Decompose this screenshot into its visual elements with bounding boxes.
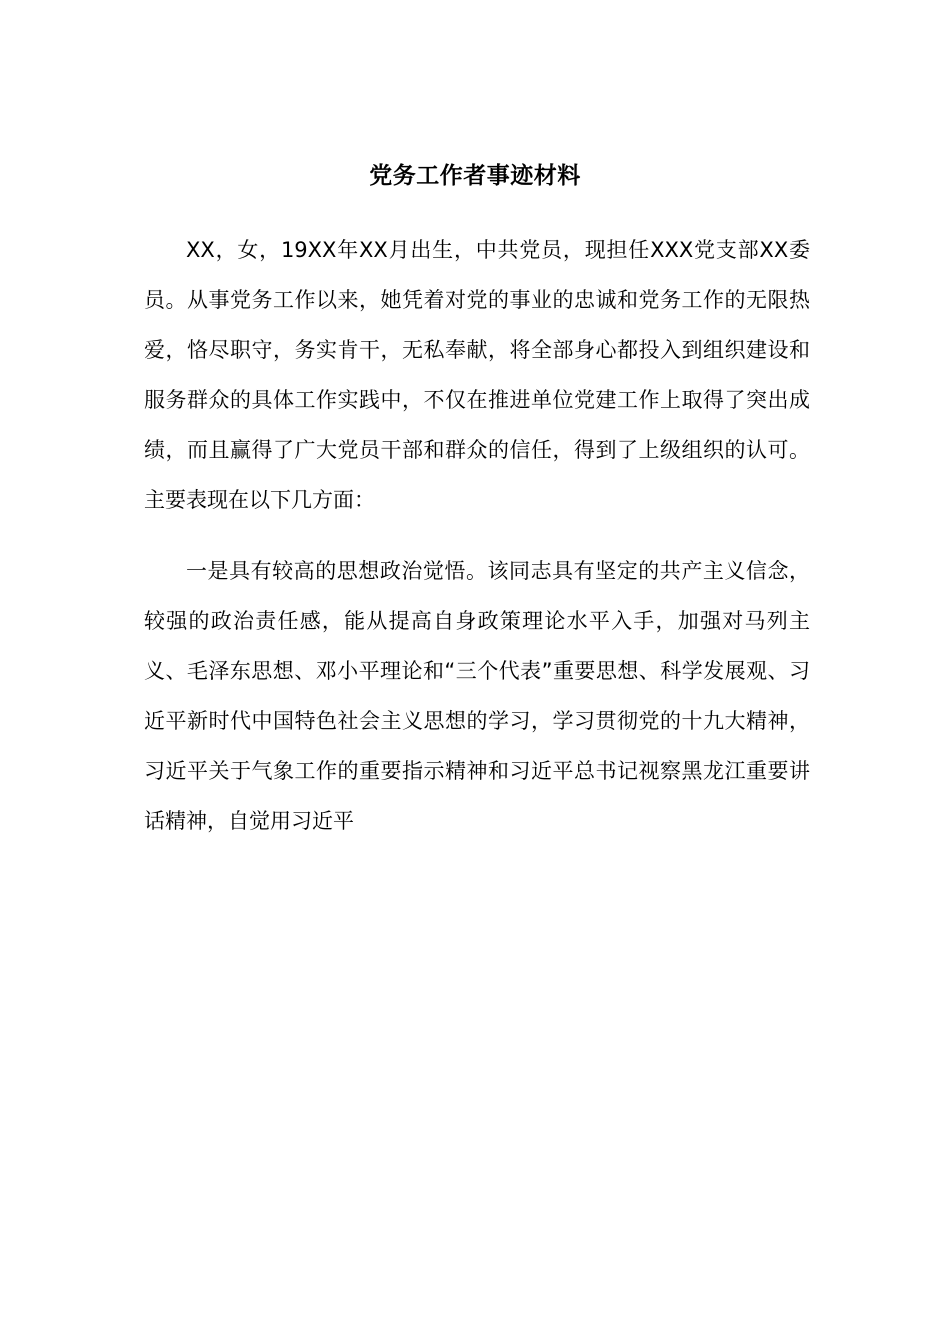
paragraph-political-awareness: 一是具有较高的思想政治觉悟。该同志具有坚定的共产主义信念，较强的政治责任感，能从提高自身政策理论水平入手，加强对马列主义、毛泽东思想、邓小平理论和“三个代表”重要思想、科学发展观、习近平新时代中国特色社会主义思想的学习，学习贯彻党的十九大精神，习近平关于气象工作的重要指示精神和习近平总书记视察黑龙江重要讲话精神，自觉用习近平 <box>144 559 810 833</box>
document-title: 党务工作者事迹材料 <box>369 163 581 189</box>
paragraph-intro: XX，女，19XX年XX月出生，中共党员，现担任XXX党支部XX委员。从事党务工作以来，她凭着对党的事业的忠诚和党务工作的无限热爱，恪尽职守，务实肯干，无私奉献，将全部身心都投入到组织建设和服务群众的具体工作实践中，不仅在推进单位党建工作上取得了突出成绩，而且赢得了广大党员干部和群众的信任，得到了上级组织的认可。主要表现在以下几方面： <box>144 238 810 512</box>
